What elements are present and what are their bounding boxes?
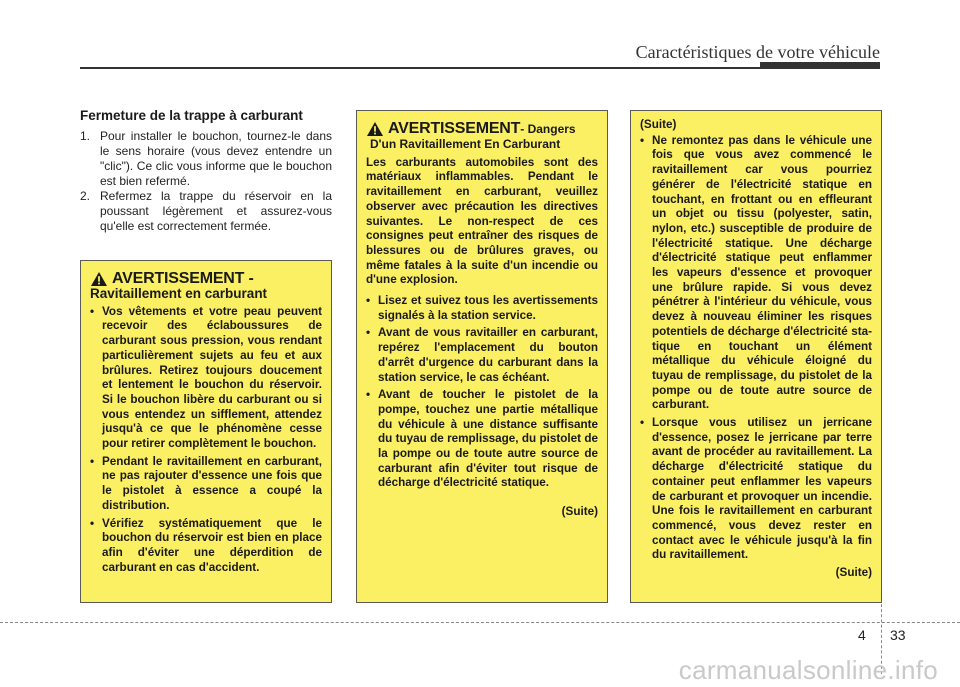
bullet-icon: •	[90, 454, 95, 468]
warning-intro: Les carburants automobiles sont des matériaux inflammables. Pendant le ravitaillement en carburant, veuillez observer avec précaution les directives suivantes. Le non-respect de ces consignes peut entraîner des risques de blessures ou de brûlures graves, ou même fatales à la suite d'un incendie ou d'une explosion.	[366, 155, 598, 287]
footer-rule	[0, 622, 960, 623]
warning-title-suffix: - Dangers	[520, 121, 576, 136]
bullet-icon: •	[90, 304, 95, 318]
warning-triangle-icon	[366, 121, 384, 137]
chapter-number: 4	[858, 627, 866, 643]
warning-title-row	[366, 121, 598, 137]
warning-item	[90, 455, 322, 514]
fuel-door-section	[80, 108, 332, 234]
section-heading: Fermeture de la trappe à carburant	[80, 108, 303, 123]
watermark: carmanualsonline.info	[678, 655, 938, 685]
step-item	[80, 129, 332, 189]
step-number: 2.	[80, 189, 91, 203]
step-text: Pour installer le bouchon, tournez-le dans le sens horaire (vous devez entendre un "clic"). Ce clic vous informe que le bouchon est bien refermé.	[100, 129, 332, 188]
warning-item	[90, 305, 322, 452]
warning-triangle-icon	[90, 271, 108, 287]
warning-item-text: Vérifiez systématiquement que le bouchon du réservoir est bien en place afin d'éviter une déperdition de carburant en cas d'accident.	[102, 516, 322, 574]
warning-title: AVERTISSEMENT	[388, 119, 521, 137]
continued-label: (Suite)	[835, 566, 872, 580]
warning-item	[366, 388, 598, 491]
bullet-icon: •	[640, 416, 645, 430]
step-text: Refermez la trappe du réservoir en la poussant légèrement et assurez-vous qu'elle est correctement fermée.	[100, 189, 332, 233]
step-number: 1.	[80, 129, 91, 143]
warning-item-text: Ne remontez pas dans le véhicule une fois que vous avez commencé le ravitaillement car vous pourriez générer de l'électricité statique en touchant, en frottant ou en effleurant un objet ou tissu (polyester, satin, nylon, etc.) susceptible de produire de l'électricité statique. Une décharge d'électricité statique peut enflammer les vapeurs d'essence et provoquer une brûlure rapide. Si vous devez pénétrer à l'intérieur du véhicule, vous devez à nouveau éliminer les risques potentiels de décharge d'électricité statique en touchant un élément métallique du véhicule éloigné du tuyau de remplissage, du pistolet de la pompe ou de toute autre source de carburant.	[652, 133, 872, 412]
warning-item	[90, 517, 322, 576]
step-item	[80, 189, 332, 234]
warning-item-text: Lorsque vous utilisez un jerricane d'essence, posez le jerricane par terre avant de procéder au ravitaillement. La décharge d'électricité statique du container peut enflammer les vapeurs de carburant et provoquer un incendie. Une fois le ravitaillement en carburant commencé, vous devez rester en contact avec le véhicule jusqu'à la fin du ravitaillement.	[652, 416, 872, 562]
warning-subtitle: Ravitaillement en carburant	[90, 286, 268, 301]
warning-title: AVERTISSEMENT -	[112, 269, 254, 287]
continued-lead: (Suite)	[640, 118, 677, 131]
page-header-title: Caractéristiques de votre véhicule	[635, 42, 880, 62]
warning-item-text: Vos vêtements et votre peau peuvent recevoir des éclaboussures de carburant sous pression, vous rendant particulièrement sujets au feu et aux brûlures. Retirez toujours doucement et lentement le bouchon du réservoir. Si le bouchon libère du carburant ou si vous entendez un sifflement, attendez jusqu'à ce que le phénomène cesse pour retirer complètement le bouchon.	[102, 304, 322, 451]
warning-item	[366, 294, 598, 323]
bullet-icon: •	[90, 516, 95, 530]
warning-item-text: Lisez et suivez tous les avertissements signalés à la station service.	[378, 294, 598, 322]
warning-list	[90, 305, 322, 576]
steps-list	[80, 129, 332, 234]
bullet-icon: •	[366, 388, 371, 402]
continued-label: (Suite)	[561, 505, 598, 519]
warning-item-text: Avant de vous ravitailler en carburant, repérez l'emplacement du bouton d'arrêt d'urgence du carburant dans la station service, le cas échéant.	[378, 326, 598, 384]
warning-box-refueling	[80, 260, 332, 603]
page-number: 33	[890, 627, 906, 643]
warning-list	[366, 294, 598, 491]
warning-item-text: Avant de toucher le pistolet de la pompe, touchez une partie métallique du véhicule à une distance suffisante du tuyau de remplissage, du pistolet de la pompe ou de toute autre source de carburant afin d'éviter tout risque de décharge d'électricité statique.	[378, 388, 598, 490]
warning-list	[640, 134, 872, 563]
warning-box-dangers	[356, 110, 608, 603]
warning-box-continued	[630, 110, 882, 603]
warning-title-row	[90, 271, 322, 287]
header-tab	[760, 62, 880, 69]
bullet-icon: •	[640, 133, 645, 147]
warning-item-text: Pendant le ravitaillement en carburant, ne pas rajouter d'essence une fois que le pistolet à essence a coupé la distribution.	[102, 454, 322, 512]
warning-item	[640, 134, 872, 413]
bullet-icon: •	[366, 326, 371, 340]
warning-subtitle: D'un Ravitaillement En Carburant	[370, 137, 561, 151]
warning-item	[366, 326, 598, 385]
bullet-icon: •	[366, 294, 371, 308]
warning-item	[640, 416, 872, 563]
